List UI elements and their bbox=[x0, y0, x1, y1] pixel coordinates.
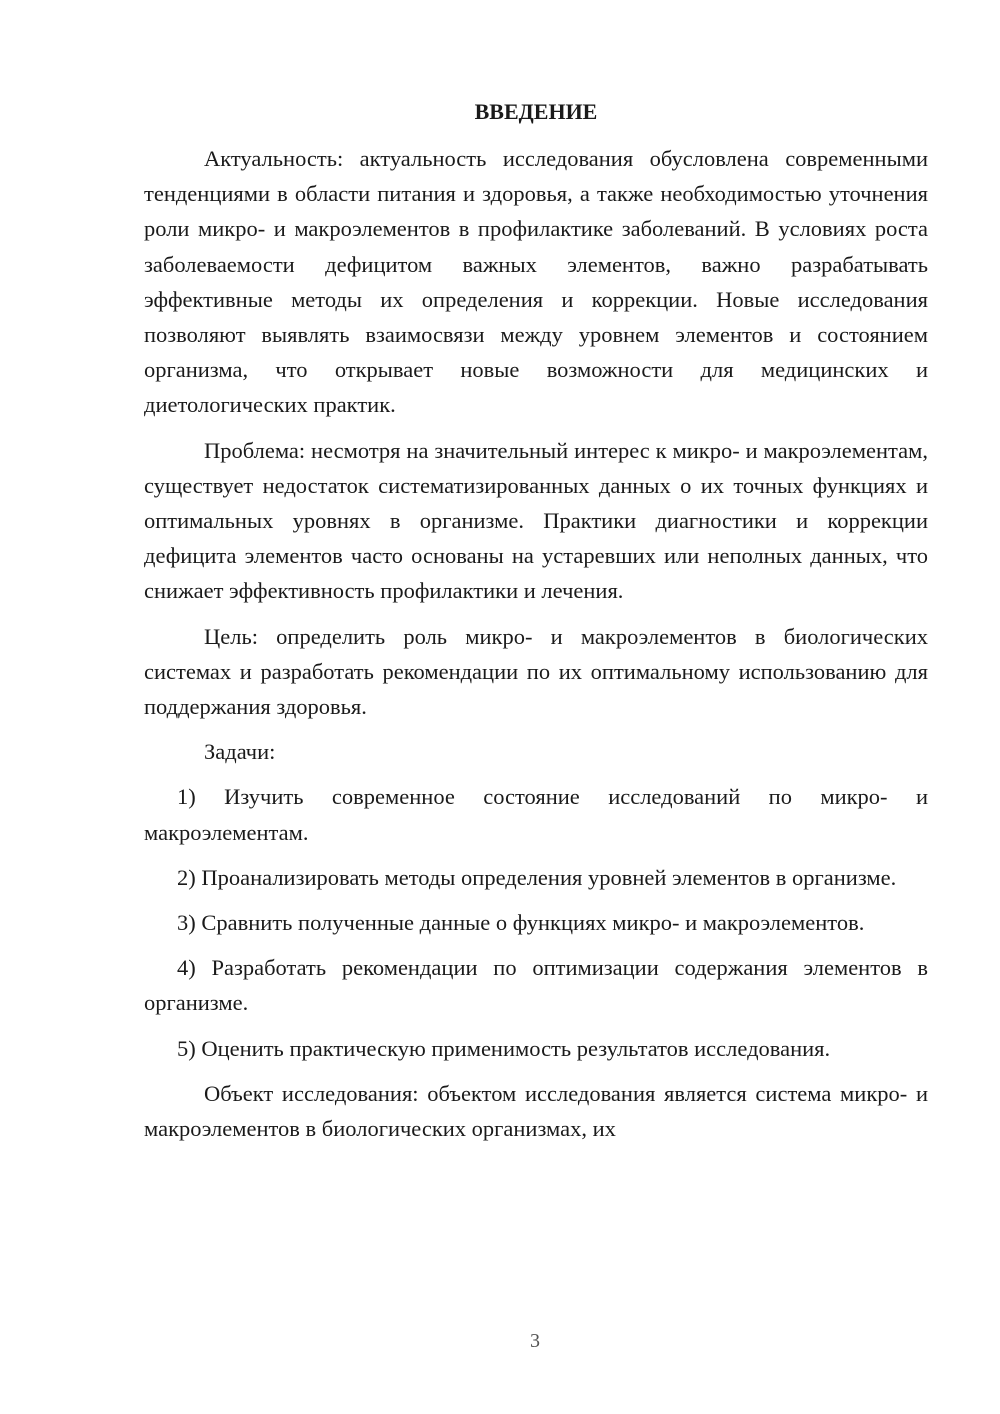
page-content bbox=[144, 94, 928, 1156]
paragraph-goal: Цель: определить роль микро- и макроэлементов в биологических системах и разработать рекомендации по их оптимальному использованию для поддержания здоровья. bbox=[144, 623, 928, 720]
task-item-1: 1) Изучить современное состояние исследований по микро- и макроэлементам. bbox=[144, 784, 928, 845]
page-number: 3 bbox=[530, 1330, 540, 1352]
paragraph-object: Объект исследования: объектом исследования является система микро- и макроэлементов в биологических организмах, их bbox=[144, 1080, 928, 1142]
task-item-3: 3) Сравнить полученные данные о функциях микро- и макроэлементов. bbox=[177, 910, 865, 936]
task-item-2: 2) Проанализировать методы определения уровней элементов в организме. bbox=[177, 864, 897, 890]
paragraph-relevance: Актуальность: актуальность исследования обусловлена современными тенденциями в области питания и здоровья, а также необходимостью уточнения роли микро- и макроэлементов в профилактике заболеваний. В условиях роста заболеваемости дефицитом важных элементов, важно разрабатывать эффективные методы их определения и коррекции. Новые исследования позволяют выявлять взаимосвязи между уровнем элементов и состоянием организма, что открывает новые возможности для медицинских и диетологических практик. bbox=[144, 146, 928, 418]
task-item-5: 5) Оценить практическую применимость результатов исследования. bbox=[177, 1035, 831, 1061]
paragraph-tasks-heading: Задачи: bbox=[204, 739, 276, 765]
task-item-4: 4) Разработать рекомендации по оптимизации содержания элементов в организме. bbox=[144, 955, 928, 1016]
paragraph-problem: Проблема: несмотря на значительный интерес к микро- и макроэлементам, существует недостаток систематизированных данных о их точных функциях и оптимальных уровнях в организме. Практики диагностики и коррекции дефицита элементов часто основаны на устаревших или неполных данных, что снижает эффективность профилактики и лечения. bbox=[144, 437, 928, 604]
page-title: ВВЕДЕНИЕ bbox=[474, 99, 598, 124]
